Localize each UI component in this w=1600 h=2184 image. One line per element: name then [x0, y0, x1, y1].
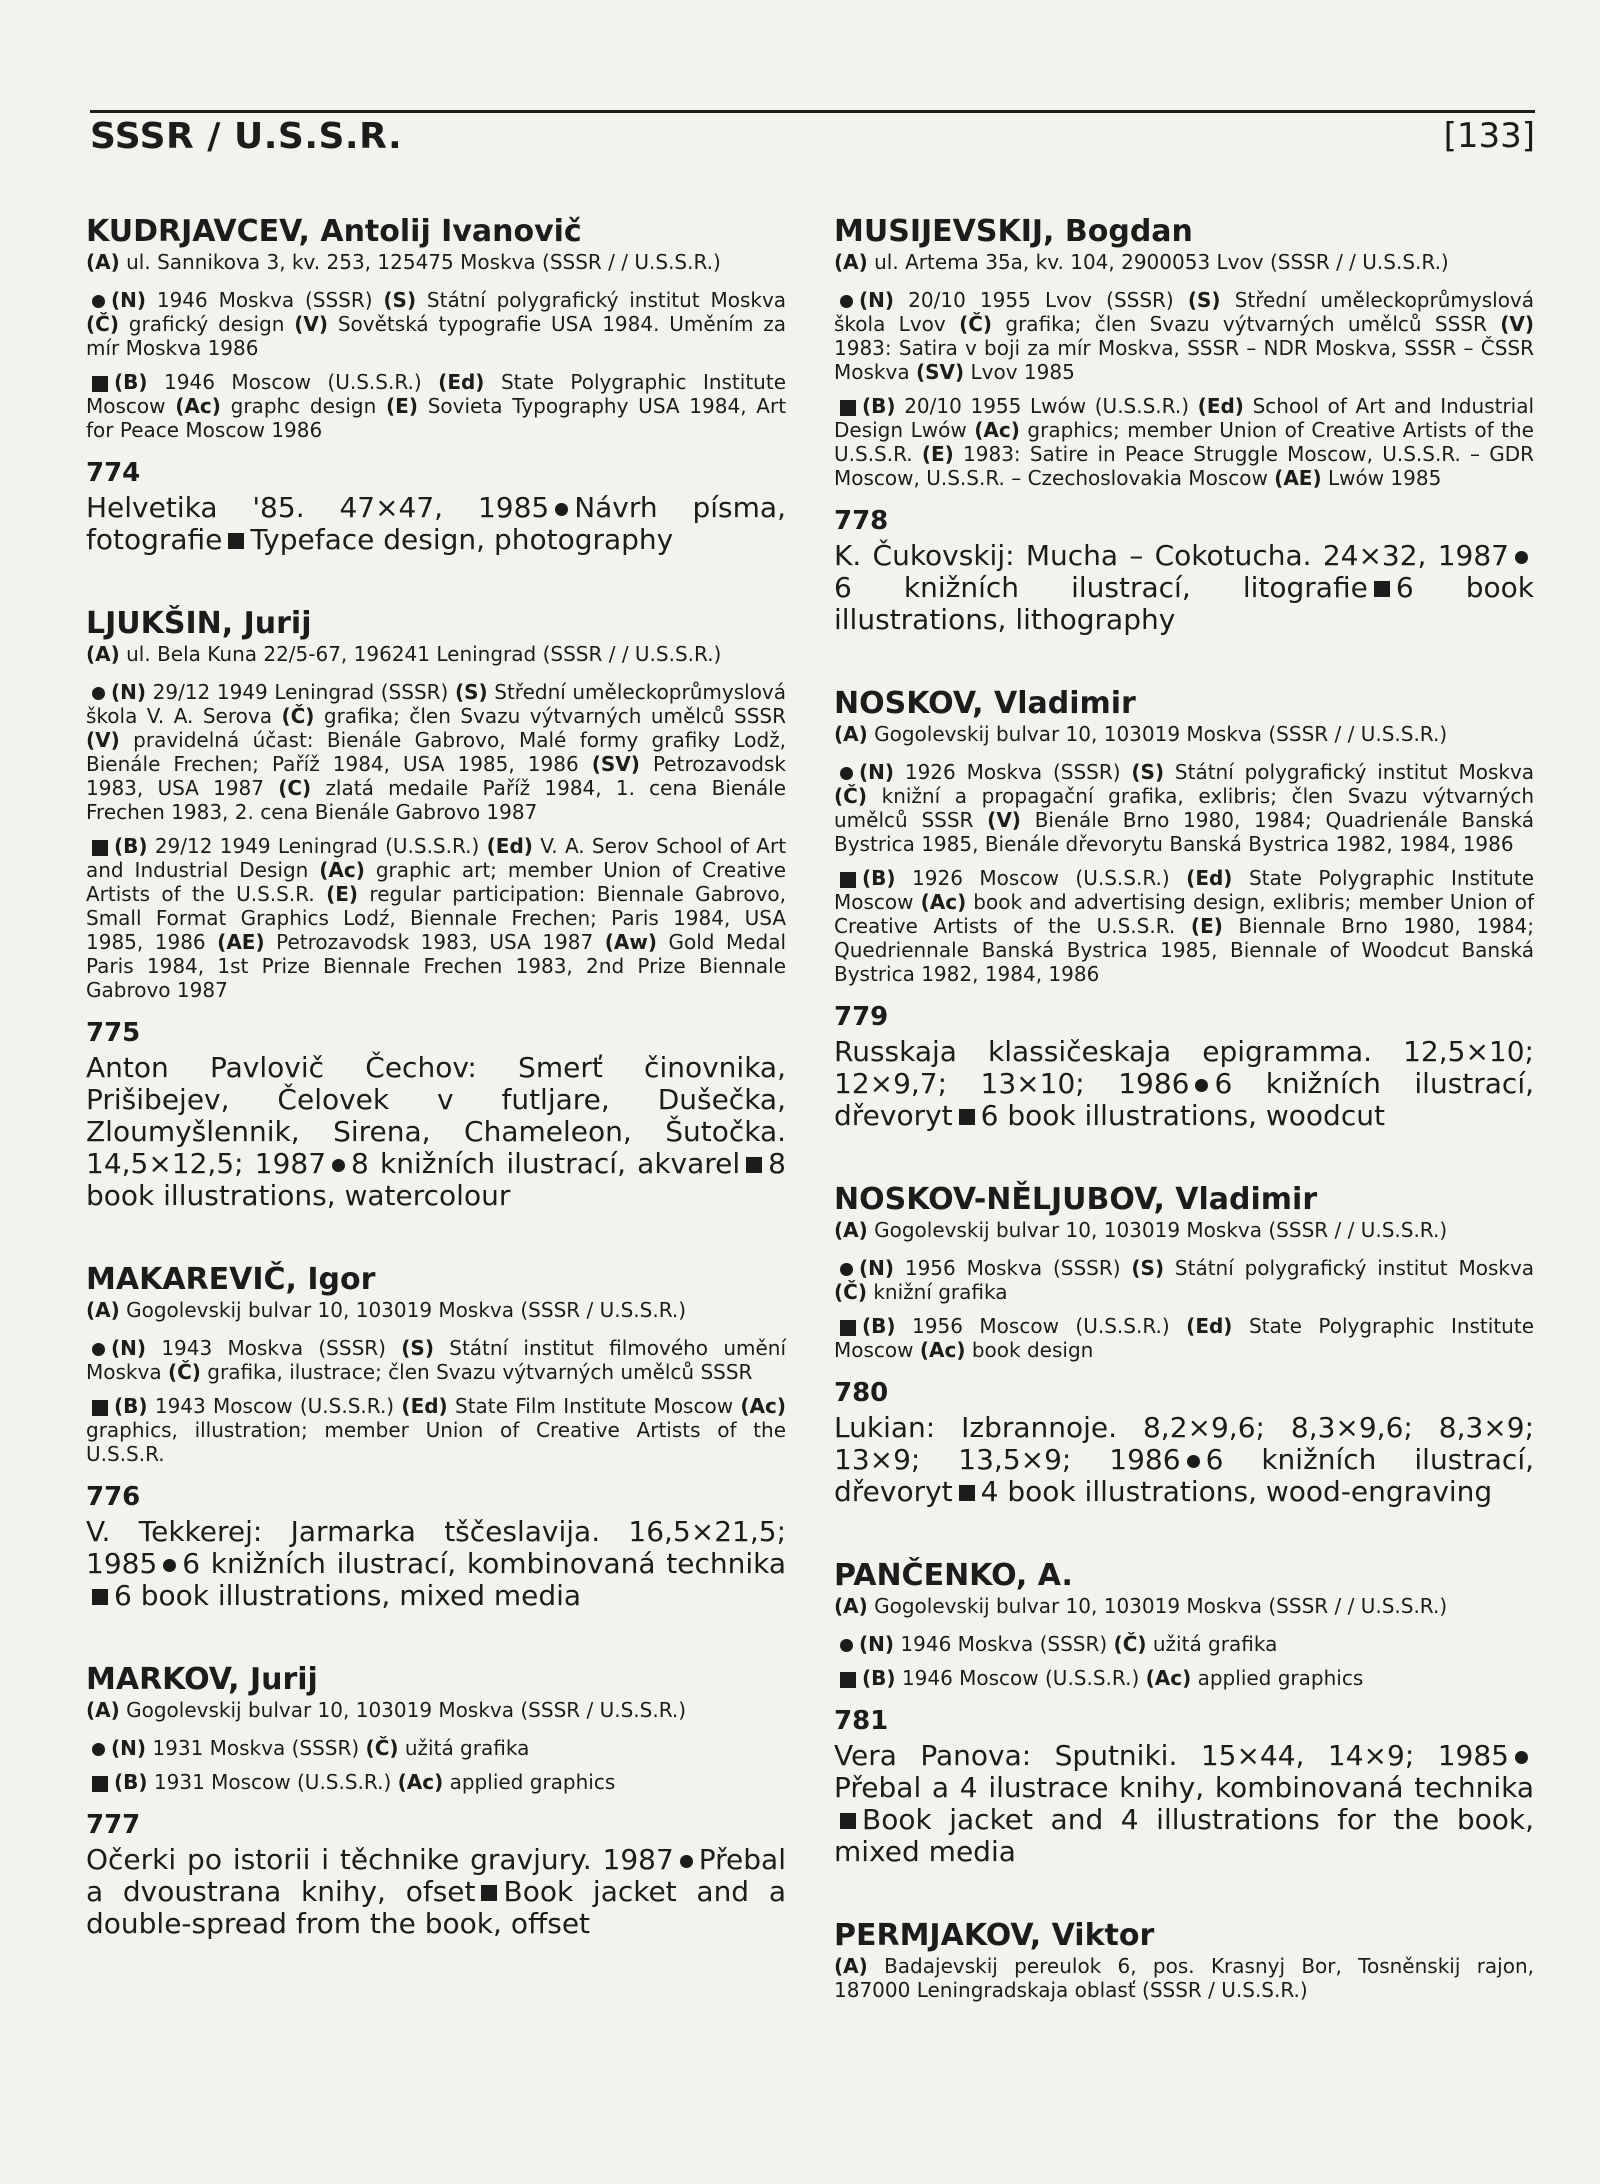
english-marker-icon: [1374, 581, 1390, 597]
czech-marker-icon: [92, 295, 105, 308]
czech-marker-icon: [840, 1263, 853, 1276]
address-label: (A): [86, 1698, 120, 1722]
field-value: grafika; člen Svazu výtvarných umělců SSSR: [323, 704, 787, 728]
english-bio: [86, 834, 786, 1002]
artist-name: KUDRJAVCEV, Antolij Ivanovič: [86, 214, 582, 249]
field-value: applied graphics: [1197, 1666, 1364, 1690]
address-value: ul. Sannikova 3, kv. 253, 125475 Moskva (SSSR / / U.S.S.R.): [126, 250, 721, 274]
field-value: užitá grafika: [1152, 1632, 1278, 1656]
field-value: grafika; člen Svazu výtvarných umělců SSSR: [1005, 312, 1487, 336]
field-label: (E): [921, 442, 954, 466]
work-technique-cz: Přebal a 4 ilustrace knihy, kombinovaná technika: [834, 1771, 1534, 1804]
work-technique-cz: 8 knižních ilustrací, akvarel: [351, 1147, 741, 1180]
work-technique-en: 6 book illustrations, mixed media: [114, 1579, 582, 1612]
field-label: (N): [111, 680, 147, 704]
field-value: užitá grafika: [404, 1736, 530, 1760]
czech-marker-icon: [840, 295, 853, 308]
field-value: graphic art; member Union of Creative Artists of the U.S.S.R.: [86, 858, 787, 906]
field-label: (S): [401, 1336, 434, 1360]
english-marker-icon: [959, 1109, 975, 1125]
catalog-number: 775: [86, 1018, 141, 1048]
field-value: Sovieta Typography USA 1984, Art for Peace Moscow 1986: [86, 394, 787, 442]
work-title: Lukian: Izbrannoje. 8,2×9,6; 8,3×9,6; 8,3×9; 13×9; 13,5×9; 1986: [834, 1411, 1534, 1476]
field-label: (AE): [217, 930, 265, 954]
field-value: regular participation: Biennale Gabrovo, Small Format Graphics Lodź, Biennale Frechen; Paris 1984, USA 1985, 1986: [86, 882, 786, 954]
address-label: (A): [834, 722, 868, 746]
english-marker-icon: [840, 1813, 856, 1829]
artist-name: NOSKOV, Vladimir: [834, 686, 1136, 721]
field-label: (N): [859, 1256, 895, 1280]
address-value: Gogolevskij bulvar 10, 103019 Moskva (SSSR / / U.S.S.R.): [874, 722, 1448, 746]
work-technique-en: Book jacket and 4 illustrations for the book, mixed media: [834, 1803, 1534, 1868]
english-marker-icon: [92, 1589, 108, 1605]
field-value: grafika, ilustrace; člen Svazu výtvarných umělců SSSR: [207, 1360, 753, 1384]
field-value: 1956 Moskva (SSSR): [904, 1256, 1121, 1280]
field-value: Gold Medal Paris 1984, 1st Prize Biennale Frechen 1983, 2nd Prize Biennale Gabrovo 1987: [86, 930, 787, 1002]
czech-bio: [86, 288, 786, 360]
field-value: Petrozavodsk 1983, USA 1987: [276, 930, 594, 954]
address-value: Gogolevskij bulvar 10, 103019 Moskva (SSSR / / U.S.S.R.): [874, 1594, 1448, 1618]
czech-marker-icon: [1515, 551, 1528, 564]
field-label: (Č): [1113, 1632, 1147, 1656]
field-value: 1926 Moscow (U.S.S.R.): [912, 866, 1170, 890]
address-label: (A): [834, 1954, 868, 1978]
field-value: Biennale Brno 1980, 1984; Quedriennale Banská Bystrica 1985, Biennale of Woodcut Banská Bystrica 1982, 1984, 1986: [834, 914, 1534, 986]
field-value: knižní a propagační grafika, exlibris; člen Svazu výtvarných umělců SSSR: [834, 784, 1535, 832]
field-value: graphics, illustration; member Union of Creative Artists of the U.S.S.R.: [86, 1418, 786, 1466]
catalog-number: 774: [86, 458, 141, 488]
field-value: State Film Institute Moscow: [455, 1394, 734, 1418]
artist-entry: [86, 1262, 786, 1612]
field-value: Petrozavodsk 1983, USA 1987: [86, 752, 786, 800]
field-label: (V): [294, 312, 329, 336]
artist-name: MARKOV, Jurij: [86, 1662, 318, 1697]
english-marker-icon: [746, 1157, 762, 1173]
field-value: Státní polygrafický institut Moskva: [1174, 1256, 1535, 1280]
artist-name: PERMJAKOV, Viktor: [834, 1918, 1155, 1953]
field-value: Střední uměleckoprůmyslová škola V. A. Serova: [86, 680, 787, 728]
czech-marker-icon: [680, 1855, 693, 1868]
field-label: (S): [1131, 1256, 1165, 1280]
field-label: (B): [862, 1666, 896, 1690]
field-label: (SV): [915, 360, 965, 384]
work-title: Anton Pavlovič Čechov: Smerť činovnika, Prišibejev, Čelovek v futljare, Dušečka, Zloumyšlennik, Sirena, Chameleon, Šutočka. 14,5×12,5; 1987: [86, 1051, 786, 1180]
work-title: Helvetika '85. 47×47, 1985: [86, 491, 550, 524]
work-description: [86, 1052, 786, 1212]
field-label: (AE): [1274, 466, 1322, 490]
english-bio: [86, 1394, 786, 1466]
field-value: 29/12 1949 Leningrad (U.S.S.R.): [154, 834, 480, 858]
czech-marker-icon: [840, 767, 853, 780]
czech-marker-icon: [332, 1159, 345, 1172]
artist-entry: [86, 606, 786, 1212]
english-marker-icon: [92, 1776, 108, 1792]
czech-bio: [86, 1336, 786, 1384]
czech-bio: [834, 760, 1534, 856]
artist-address: [834, 250, 1534, 274]
czech-marker-icon: [92, 687, 105, 700]
artist-address: [86, 250, 786, 274]
field-value: 1931 Moscow (U.S.S.R.): [153, 1770, 392, 1794]
field-value: Střední uměleckoprůmyslová škola Lvov: [834, 288, 1535, 336]
english-marker-icon: [840, 400, 856, 416]
field-value: 1983: Satire in Peace Struggle Moscow, U.S.S.R. – GDR Moscow, U.S.S.R. – Czechoslovakia Moscow: [834, 442, 1535, 490]
field-label: (Ac): [920, 890, 967, 914]
work-technique-cz: Přebal a dvoustrana knihy, ofset: [86, 1843, 786, 1908]
field-value: book and advertising design, exlibris; member Union of Creative Artists of the U.S.S.R.: [834, 890, 1535, 938]
field-label: (Ac): [740, 1394, 787, 1418]
work-technique-cz: 6 knižních ilustrací, dřevoryt: [834, 1067, 1534, 1132]
field-label: (S): [1131, 760, 1165, 784]
field-label: (Aw): [604, 930, 657, 954]
artist-entry: [834, 1558, 1534, 1868]
czech-bio: [834, 1256, 1534, 1304]
field-value: Lvov 1985: [970, 360, 1075, 384]
field-value: 1943 Moskva (SSSR): [161, 1336, 386, 1360]
work-description: [86, 1516, 786, 1612]
field-value: 1946 Moskva (SSSR): [156, 288, 373, 312]
english-marker-icon: [92, 1400, 108, 1416]
work-technique-cz: 6 knižních ilustrací, kombinovaná technika: [182, 1547, 786, 1580]
field-value: 1926 Moskva (SSSR): [904, 760, 1121, 784]
field-label: (Ed): [401, 1394, 448, 1418]
field-label: (E): [326, 882, 359, 906]
work-title: K. Čukovskij: Mucha – Cokotucha. 24×32, 1987: [834, 539, 1509, 572]
catalog-number: 779: [834, 1002, 889, 1032]
field-value: 1943 Moscow (U.S.S.R.): [154, 1394, 395, 1418]
field-value: 1931 Moskva (SSSR): [152, 1736, 360, 1760]
work-description: [834, 1036, 1534, 1132]
work-technique-en: Book jacket and a double-spread from the book, offset: [86, 1875, 786, 1940]
address-label: (A): [86, 250, 120, 274]
field-label: (N): [859, 288, 895, 312]
english-bio: [86, 1770, 786, 1794]
field-label: (Č): [365, 1736, 399, 1760]
field-label: (V): [1500, 312, 1535, 336]
work-technique-cz: Návrh písma, fotografie: [86, 491, 786, 556]
english-marker-icon: [228, 533, 244, 549]
address-value: Gogolevskij bulvar 10, 103019 Moskva (SSSR / U.S.S.R.): [126, 1698, 687, 1722]
work-title: Očerki po istorii i těchnike gravjury. 1987: [86, 1843, 674, 1876]
work-description: [834, 1740, 1534, 1868]
field-label: (Ac): [974, 418, 1020, 442]
field-value: 20/10 1955 Lvov (SSSR): [908, 288, 1174, 312]
field-value: knižní grafika: [873, 1280, 1008, 1304]
field-label: (Č): [167, 1360, 201, 1384]
work-technique-en: 6 book illustrations, lithography: [834, 571, 1534, 636]
czech-marker-icon: [840, 1639, 853, 1652]
field-label: (C): [278, 776, 312, 800]
field-label: (N): [859, 1632, 895, 1656]
english-marker-icon: [840, 1672, 856, 1688]
artist-name: MUSIJEVSKIJ, Bogdan: [834, 214, 1193, 249]
header-rule: [90, 110, 1535, 113]
field-label: (V): [987, 808, 1021, 832]
field-label: (E): [1190, 914, 1223, 938]
artist-name: NOSKOV-NĚLJUBOV, Vladimir: [834, 1182, 1318, 1217]
field-value: 1946 Moscow (U.S.S.R.): [164, 370, 422, 394]
artist-name: MAKAREVIČ, Igor: [86, 1262, 376, 1297]
field-label: (Č): [281, 704, 315, 728]
catalog-number: 781: [834, 1706, 889, 1736]
work-description: [834, 540, 1534, 636]
work-technique-en: 4 book illustrations, wood-engraving: [980, 1475, 1493, 1508]
field-label: (Č): [834, 1280, 867, 1304]
field-label: (Ed): [486, 834, 533, 858]
czech-marker-icon: [92, 1343, 105, 1356]
czech-marker-icon: [1515, 1751, 1528, 1764]
address-value: ul. Bela Kuna 22/5-67, 196241 Leningrad (SSSR / / U.S.S.R.): [126, 642, 722, 666]
english-bio: [834, 394, 1534, 490]
field-label: (N): [111, 1336, 147, 1360]
artist-address: [86, 1298, 786, 1322]
field-label: (Č): [834, 784, 867, 808]
field-label: (Ed): [1186, 1314, 1233, 1338]
field-label: (Ac): [175, 394, 221, 418]
artist-address: [834, 1594, 1534, 1618]
field-label: (B): [114, 1770, 148, 1794]
field-label: (Ac): [1145, 1666, 1192, 1690]
english-marker-icon: [92, 376, 108, 392]
field-value: 1956 Moscow (U.S.S.R.): [912, 1314, 1170, 1338]
field-label: (B): [114, 1394, 148, 1418]
field-value: 1983: Satira v boji za mír Moskva, SSSR – NDR Moskva, SSSR – ČSSR Moskva: [834, 336, 1534, 384]
artist-address: [86, 1698, 786, 1722]
work-title: Russkaja klassičeskaja epigramma. 12,5×10; 12×9,7; 13×10; 1986: [834, 1035, 1534, 1100]
catalog-number: 777: [86, 1810, 141, 1840]
field-value: Bienále Brno 1980, 1984; Quadrienále Banská Bystrica 1985, Bienále dřevorytu Banská Bystrica 1982, 1984, 1986: [834, 808, 1534, 856]
field-label: (Ac): [397, 1770, 444, 1794]
work-title: V. Tekkerej: Jarmarka tščeslavija. 16,5×21,5; 1985: [86, 1515, 786, 1580]
field-value: State Polygraphic Institute Moscow: [834, 866, 1534, 914]
address-label: (A): [86, 642, 120, 666]
field-value: pravidelná účast: Bienále Gabrovo, Malé formy grafiky Lodž, Bienále Frechen; Paříž 1984, USA 1985, 1986: [86, 728, 786, 776]
field-label: (B): [114, 370, 148, 394]
artist-address: [834, 722, 1534, 746]
field-label: (V): [86, 728, 120, 752]
field-value: Státní polygrafický institut Moskva: [1174, 760, 1535, 784]
artist-address: [834, 1218, 1534, 1242]
field-label: (S): [1187, 288, 1221, 312]
field-value: State Polygraphic Institute Moscow: [86, 370, 786, 418]
field-value: 1946 Moskva (SSSR): [900, 1632, 1108, 1656]
field-label: (Č): [959, 312, 993, 336]
field-value: grafický design: [128, 312, 285, 336]
catalog-number: 778: [834, 506, 889, 536]
czech-bio: [834, 1632, 1534, 1656]
right-column: [834, 214, 1534, 2052]
address-value: Badajevskij pereulok 6, pos. Krasnyj Bor, Tosněnskij rajon, 187000 Leningradskaja oblasť (SSSR / U.S.S.R.): [834, 1954, 1535, 2002]
address-label: (A): [834, 1218, 868, 1242]
field-label: (Ed): [1197, 394, 1244, 418]
address-label: (A): [834, 250, 868, 274]
czech-marker-icon: [1187, 1455, 1200, 1468]
work-technique-en: 8 book illustrations, watercolour: [86, 1147, 786, 1212]
czech-marker-icon: [1195, 1079, 1208, 1092]
artist-address: [86, 642, 786, 666]
field-label: (Ac): [319, 858, 365, 882]
field-label: (Č): [86, 312, 119, 336]
field-value: zlatá medaile Paříž 1984, 1. cena Bienále Frechen 1983, 2. cena Bienále Gabrovo 1987: [86, 776, 786, 824]
field-label: (Ed): [1186, 866, 1233, 890]
work-description: [834, 1412, 1534, 1508]
address-value: ul. Artema 35a, kv. 104, 2900053 Lvov (SSSR / / U.S.S.R.): [874, 250, 1449, 274]
english-bio: [86, 370, 786, 442]
field-value: 29/12 1949 Leningrad (SSSR): [152, 680, 449, 704]
field-label: (N): [111, 288, 147, 312]
english-marker-icon: [959, 1485, 975, 1501]
czech-bio: [86, 1736, 786, 1760]
left-column: [86, 214, 786, 1990]
field-value: Sovětská typografie USA 1984. Uměním za mír Moskva 1986: [86, 312, 786, 360]
field-value: Lwów 1985: [1327, 466, 1442, 490]
czech-marker-icon: [92, 1743, 105, 1756]
field-label: (Ed): [438, 370, 485, 394]
field-value: applied graphics: [449, 1770, 616, 1794]
address-label: (A): [86, 1298, 120, 1322]
field-value: book design: [971, 1338, 1094, 1362]
artist-entry: [834, 1182, 1534, 1508]
czech-bio: [86, 680, 786, 824]
artist-name: LJUKŠIN, Jurij: [86, 606, 312, 641]
field-label: (B): [862, 1314, 896, 1338]
work-technique-cz: 6 knižních ilustrací, dřevoryt: [834, 1443, 1534, 1508]
field-label: (B): [862, 866, 896, 890]
page-title: SSSR / U.S.S.R.: [90, 116, 403, 157]
field-label: (E): [386, 394, 418, 418]
artist-name: PANČENKO, A.: [834, 1558, 1073, 1593]
address-value: Gogolevskij bulvar 10, 103019 Moskva (SSSR / U.S.S.R.): [126, 1298, 687, 1322]
field-label: (S): [383, 288, 417, 312]
czech-bio: [834, 288, 1534, 384]
field-label: (N): [111, 1736, 147, 1760]
work-description: [86, 1844, 786, 1940]
field-label: (Ac): [919, 1338, 966, 1362]
english-marker-icon: [840, 1320, 856, 1336]
field-value: 20/10 1955 Lwów (U.S.S.R.): [904, 394, 1190, 418]
page-number: [133]: [1443, 116, 1535, 156]
artist-address: [834, 1954, 1534, 2002]
field-label: (SV): [591, 752, 640, 776]
field-value: V. A. Serov School of Art and Industrial Design: [86, 834, 787, 882]
czech-marker-icon: [555, 503, 568, 516]
artist-entry: [86, 214, 786, 556]
artist-entry: [834, 1918, 1534, 2002]
work-technique-en: Typeface design, photography: [250, 523, 674, 556]
field-label: (B): [862, 394, 896, 418]
catalog-number: 776: [86, 1482, 141, 1512]
work-description: [86, 492, 786, 556]
field-value: graphics; member Union of Creative Artists of the U.S.S.R.: [834, 418, 1534, 466]
english-bio: [834, 1666, 1534, 1690]
english-marker-icon: [92, 840, 108, 856]
czech-marker-icon: [163, 1559, 176, 1572]
work-title: Vera Panova: Sputniki. 15×44, 14×9; 1985: [834, 1739, 1509, 1772]
address-value: Gogolevskij bulvar 10, 103019 Moskva (SSSR / / U.S.S.R.): [874, 1218, 1448, 1242]
field-value: graphc design: [230, 394, 377, 418]
english-bio: [834, 1314, 1534, 1362]
artist-entry: [834, 686, 1534, 1132]
work-technique-cz: 6 knižních ilustrací, litografie: [834, 571, 1368, 604]
field-value: Státní polygrafický institut Moskva: [426, 288, 787, 312]
english-bio: [834, 866, 1534, 986]
artist-entry: [86, 1662, 786, 1940]
field-label: (N): [859, 760, 895, 784]
field-label: (S): [454, 680, 488, 704]
artist-entry: [834, 214, 1534, 636]
work-technique-en: 6 book illustrations, woodcut: [980, 1099, 1385, 1132]
field-value: Státní institut filmového umění Moskva: [86, 1336, 787, 1384]
catalog-number: 780: [834, 1378, 889, 1408]
address-label: (A): [834, 1594, 868, 1618]
field-label: (B): [114, 834, 148, 858]
english-marker-icon: [481, 1885, 497, 1901]
field-value: State Polygraphic Institute Moscow: [834, 1314, 1534, 1362]
field-value: School of Art and Industrial Design Lwów: [834, 394, 1535, 442]
field-value: 1946 Moscow (U.S.S.R.): [901, 1666, 1140, 1690]
english-marker-icon: [840, 872, 856, 888]
